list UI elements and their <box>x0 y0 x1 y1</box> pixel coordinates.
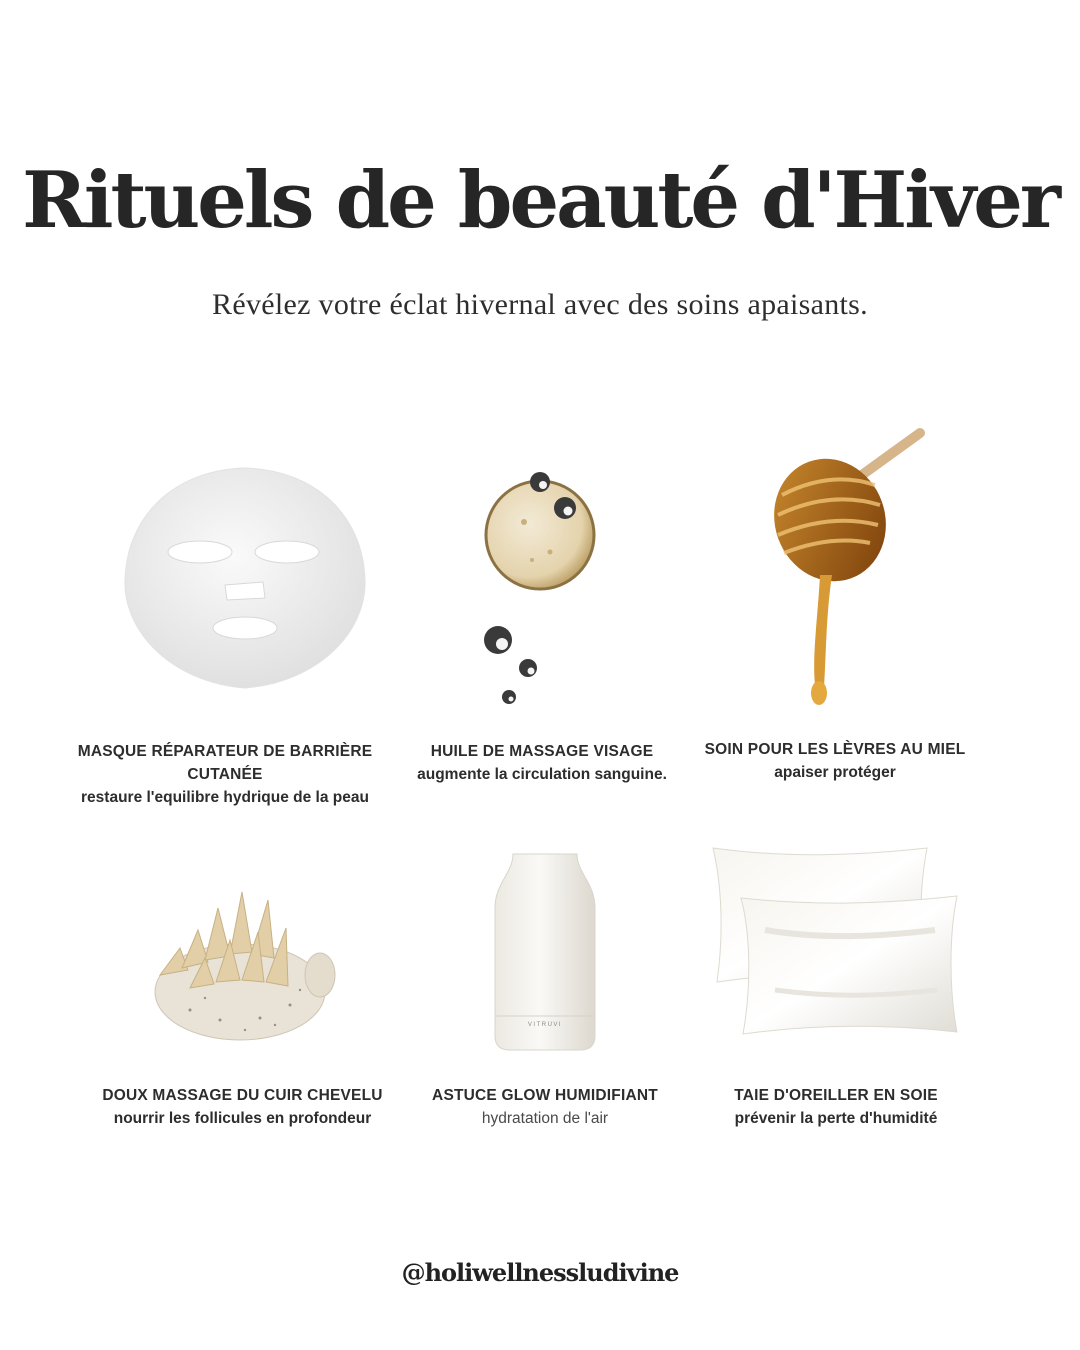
item-description: augmente la circulation sanguine. <box>417 766 667 783</box>
sheet-mask-icon <box>115 460 375 700</box>
item-description: nourrir les follicules en profondeur <box>113 1110 372 1127</box>
item-description: restaure l'equilibre hydrique de la peau <box>81 789 369 806</box>
item-caption <box>85 1084 400 1130</box>
item-heading: HUILE DE MASSAGE VISAGE <box>430 743 654 760</box>
item-caption <box>392 740 692 786</box>
item-description: hydratation de l'air <box>481 1110 609 1127</box>
item-caption <box>692 738 978 784</box>
item-description: apaiser protéger <box>774 764 896 781</box>
item-heading: DOUX MASSAGE DU CUIR CHEVELU <box>102 1087 383 1104</box>
item-caption <box>65 740 385 809</box>
silk-pillowcase-icon <box>705 840 965 1040</box>
page-title: Rituels de beauté d'Hiver <box>22 155 1058 246</box>
item-caption <box>700 1084 972 1130</box>
item-description: prévenir la perte d'humidité <box>734 1110 938 1127</box>
scalp-massager-icon <box>150 870 340 1050</box>
oil-drops-icon <box>470 460 610 710</box>
item-heading: MASQUE RÉPARATEUR DE BARRIÈRE CUTANÉE <box>77 743 373 783</box>
honey-dipper-icon <box>760 425 930 715</box>
page-subtitle: Révélez votre éclat hivernal avec des soins apaisants. <box>212 288 868 321</box>
humidifier-brand-label: VITRUVI <box>527 1022 563 1028</box>
item-heading: SOIN POUR LES LÈVRES AU MIEL <box>704 741 966 758</box>
item-caption <box>405 1084 685 1130</box>
social-handle: @holiwellnessludivine <box>401 1258 679 1287</box>
item-heading: TAIE D'OREILLER EN SOIE <box>734 1087 938 1104</box>
item-heading: ASTUCE GLOW HUMIDIFIANT <box>432 1087 658 1104</box>
